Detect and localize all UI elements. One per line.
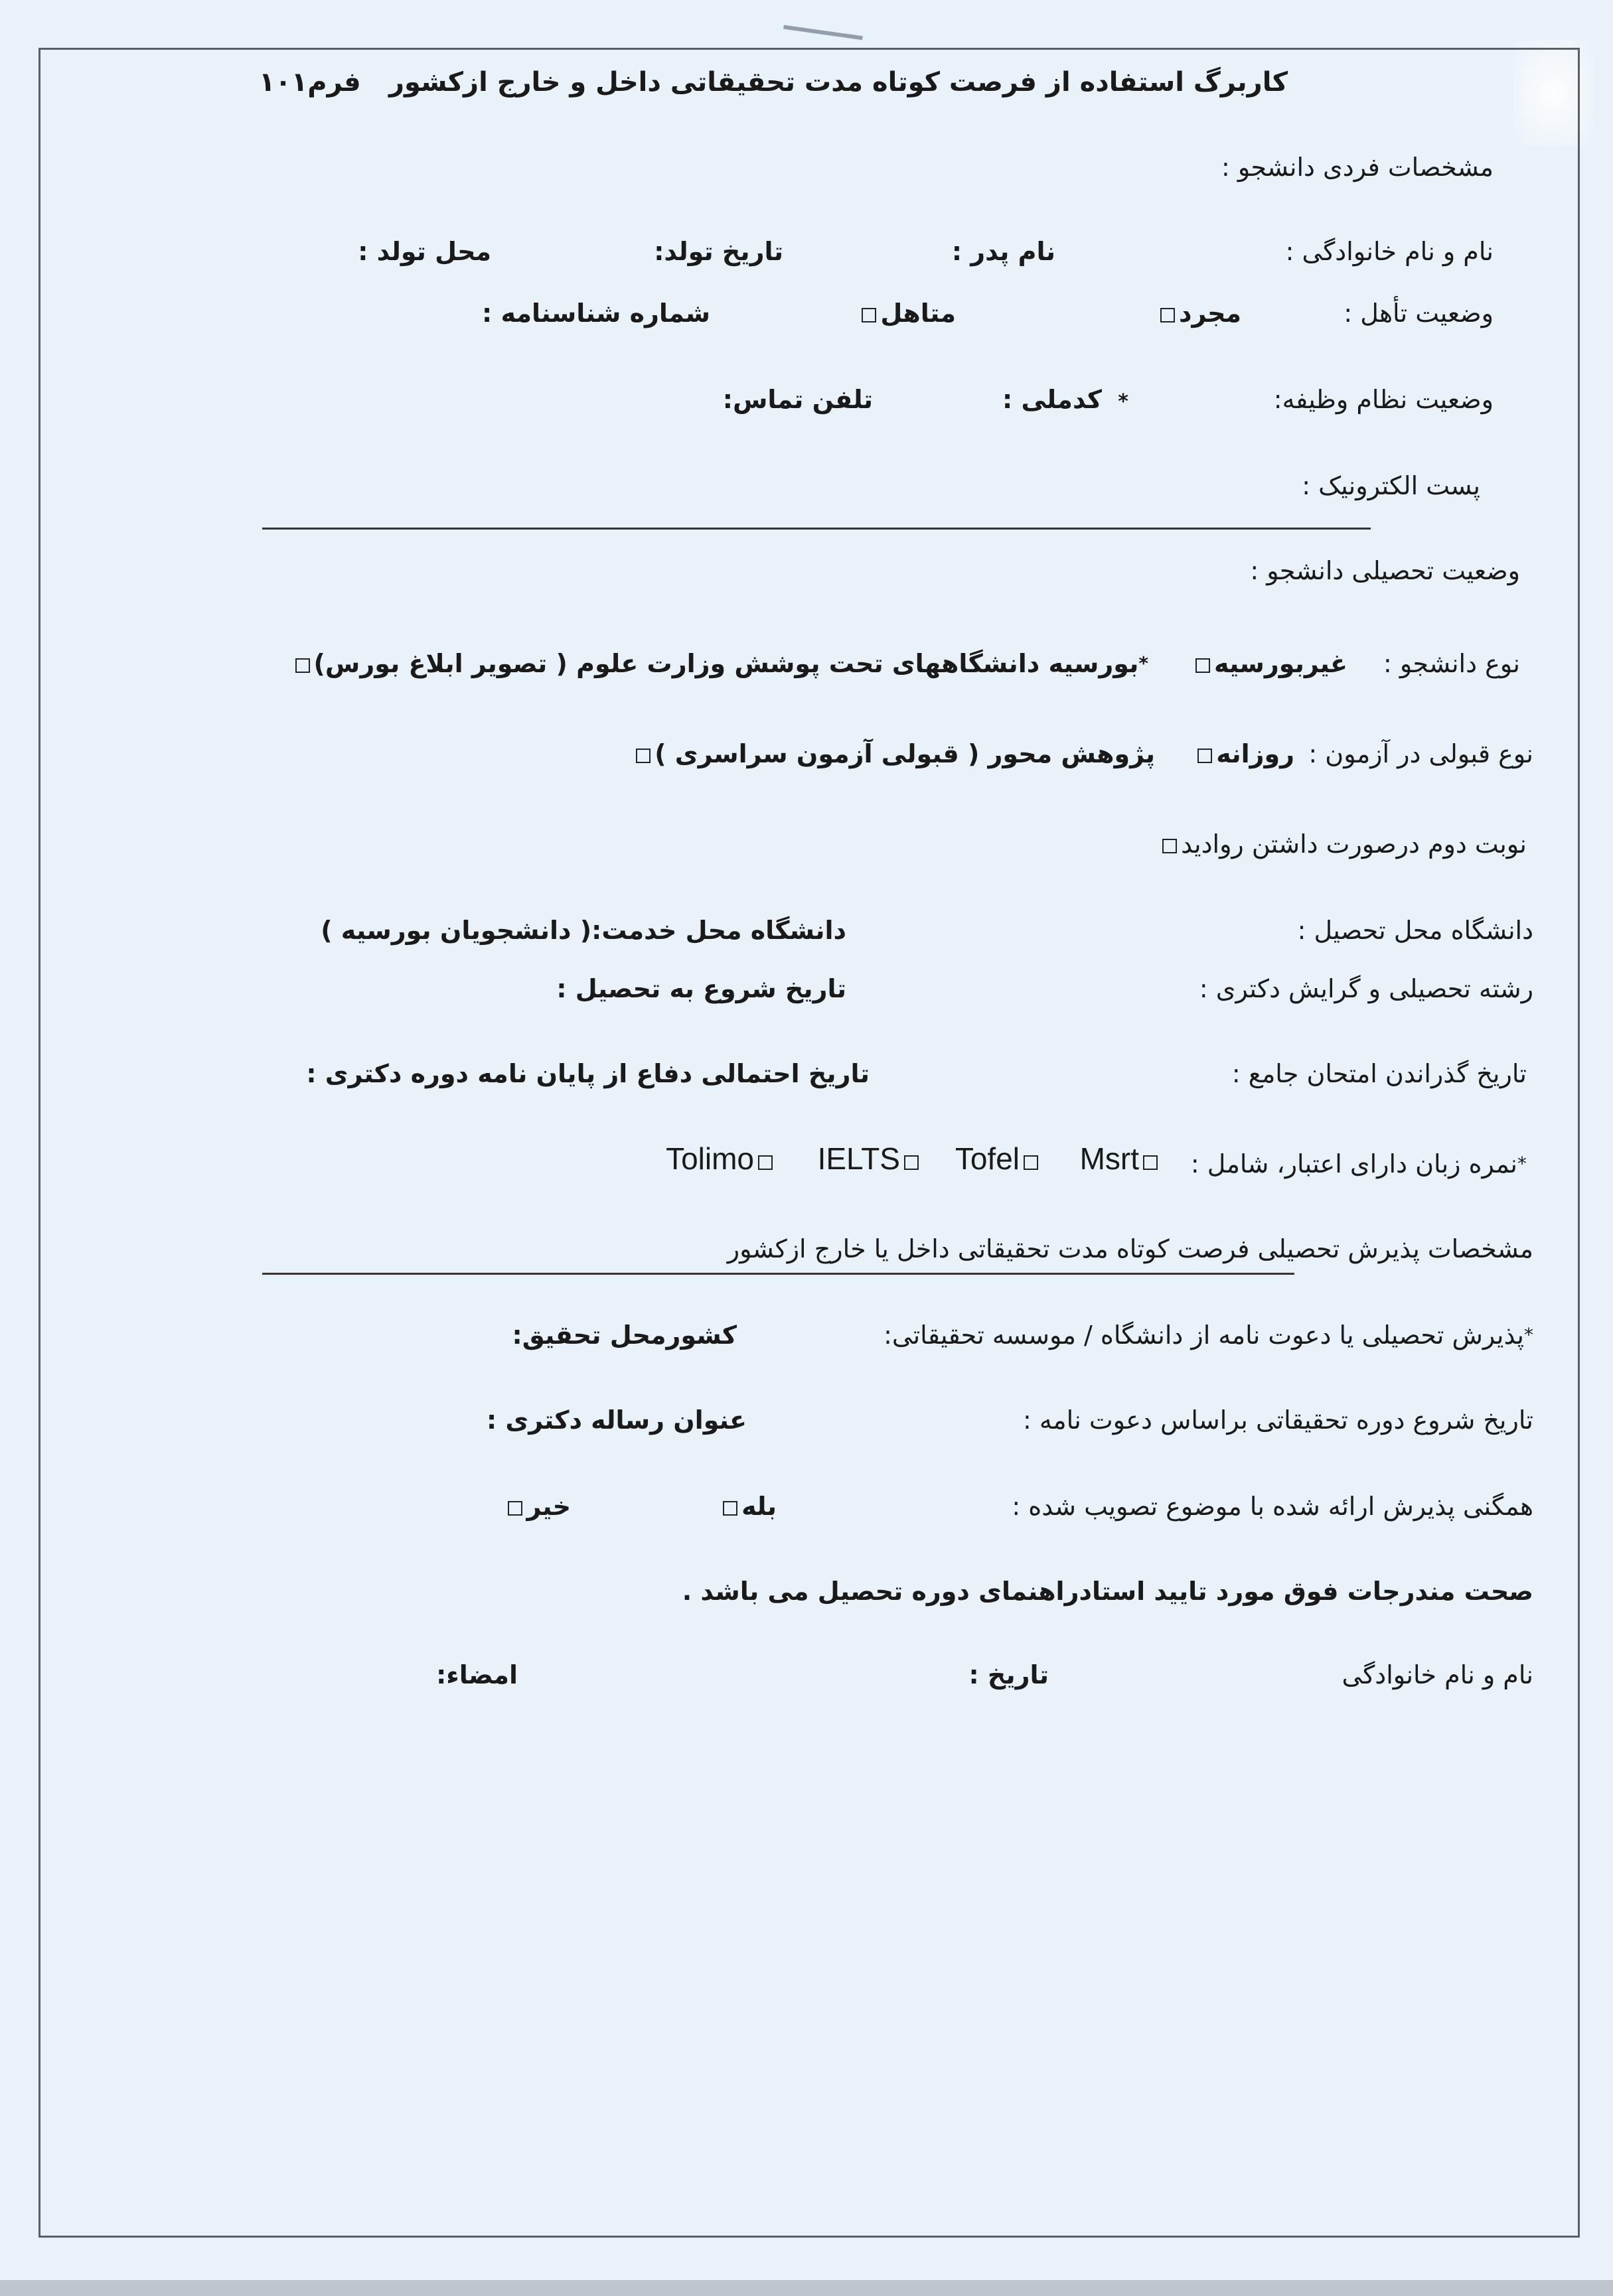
marital-status-label: وضعیت تأهل : bbox=[1344, 299, 1494, 328]
married-label: متاهل bbox=[880, 299, 956, 328]
required-marker: * bbox=[1118, 390, 1128, 413]
lang-msrt-checkbox[interactable] bbox=[1143, 1155, 1158, 1170]
married-option[interactable] bbox=[858, 297, 956, 329]
university-label: دانشگاه محل تحصیل : bbox=[1297, 916, 1533, 945]
invitation-text: پذیرش تحصیلی یا دعوت نامه از دانشگاه / موسسه تحقیقاتی: bbox=[883, 1321, 1524, 1350]
scan-edge bbox=[0, 2280, 1613, 2296]
comprehensive-exam-label: تاریخ گذراندن امتحان جامع : bbox=[1231, 1059, 1527, 1088]
no-checkbox[interactable] bbox=[508, 1501, 522, 1516]
section-divider bbox=[262, 1273, 1294, 1275]
lang-tofel-option[interactable] bbox=[955, 1143, 1042, 1177]
form-title: کاربرگ استفاده از فرصت کوتاه مدت تحقیقاتی داخل و خارج ازکشور bbox=[388, 67, 1288, 98]
invitation-label bbox=[883, 1319, 1533, 1351]
research-based-checkbox[interactable] bbox=[636, 749, 651, 763]
second-shift-checkbox[interactable] bbox=[1162, 839, 1177, 853]
non-scholarship-option[interactable] bbox=[1191, 648, 1347, 680]
language-score-label bbox=[1191, 1148, 1527, 1180]
no-label: خیر bbox=[526, 1492, 571, 1521]
lang-tofel-label: Tofel bbox=[955, 1141, 1020, 1176]
research-based-label: پژوهش محور ( قبولی آزمون سراسری ) bbox=[654, 739, 1155, 768]
alignment-label: همگنی پذیرش ارائه شده با موضوع تصویب شده : bbox=[1012, 1492, 1533, 1521]
student-type-label: نوع دانشجو : bbox=[1383, 649, 1520, 678]
lang-msrt-label: Msrt bbox=[1079, 1141, 1139, 1176]
form-number: فرم۱۰۱ bbox=[259, 67, 361, 98]
research-start-label: تاریخ شروع دوره تحقیقاتی براساس دعوت نامه : bbox=[1023, 1405, 1533, 1435]
lang-tolimo-label: Tolimo bbox=[666, 1141, 754, 1176]
required-marker: * bbox=[1138, 652, 1148, 674]
single-label: مجرد bbox=[1178, 299, 1241, 328]
yes-label: بله bbox=[741, 1492, 777, 1521]
id-number-label: شماره شناسنامه : bbox=[482, 299, 710, 328]
father-name-label: نام پدر : bbox=[951, 237, 1055, 266]
birth-date-label: تاریخ تولد: bbox=[654, 237, 783, 266]
lang-ielts-checkbox[interactable] bbox=[904, 1155, 919, 1170]
field-label: رشته تحصیلی و گرایش دکتری : bbox=[1199, 974, 1533, 1003]
dissertation-title-label: عنوان رساله دکتری : bbox=[486, 1405, 747, 1435]
non-scholarship-checkbox[interactable] bbox=[1195, 658, 1210, 673]
scholarship-label: بورسیه دانشگاههای تحت پوشش وزارت علوم ( تصویر ابلاغ بورس) bbox=[313, 649, 1139, 678]
no-option[interactable] bbox=[504, 1490, 571, 1522]
admission-type-label: نوع قبولی در آزمون : bbox=[1308, 739, 1533, 768]
email-label: پست الکترونیک : bbox=[1302, 471, 1480, 500]
yes-option[interactable] bbox=[719, 1490, 777, 1522]
approval-date-label: تاریخ : bbox=[968, 1660, 1049, 1689]
signature-label: امضاء: bbox=[436, 1660, 518, 1689]
required-marker: * bbox=[1517, 1153, 1527, 1175]
married-checkbox[interactable] bbox=[862, 308, 876, 323]
full-name-label: نام و نام خانوادگی : bbox=[1285, 237, 1494, 266]
single-option[interactable] bbox=[1156, 297, 1241, 329]
defense-date-label: تاریخ احتمالی دفاع از پایان نامه دوره دکتری : bbox=[306, 1059, 870, 1088]
daytime-checkbox[interactable] bbox=[1197, 749, 1212, 763]
lang-msrt-option[interactable] bbox=[1080, 1143, 1162, 1177]
daytime-option[interactable] bbox=[1193, 738, 1294, 770]
yes-checkbox[interactable] bbox=[723, 1501, 737, 1516]
non-scholarship-label: غیربورسیه bbox=[1213, 649, 1347, 678]
required-marker: * bbox=[1524, 1324, 1533, 1346]
birth-place-label: محل تولد : bbox=[358, 237, 491, 266]
scholarship-option[interactable] bbox=[291, 648, 1148, 680]
section-divider bbox=[262, 528, 1371, 530]
personal-heading: مشخصات فردی دانشجو : bbox=[1221, 153, 1494, 182]
second-shift-label: نوبت دوم درصورت داشتن روادید bbox=[1181, 829, 1527, 859]
service-university-label: دانشگاه محل خدمت:( دانشجویان بورسیه ) bbox=[321, 916, 846, 945]
lang-tolimo-checkbox[interactable] bbox=[758, 1155, 773, 1170]
education-heading: وضعیت تحصیلی دانشجو : bbox=[1250, 556, 1520, 585]
scan-mark bbox=[783, 25, 863, 40]
lang-tolimo-option[interactable] bbox=[666, 1143, 777, 1177]
acceptance-heading: مشخصات پذیرش تحصیلی فرصت کوتاه مدت تحقیقاتی داخل یا خارج ازکشور bbox=[727, 1234, 1533, 1263]
second-shift-option[interactable] bbox=[1158, 828, 1527, 860]
national-code-label: کدملی : bbox=[1002, 385, 1102, 414]
daytime-label: روزانه bbox=[1216, 739, 1294, 768]
research-based-option[interactable] bbox=[632, 738, 1155, 770]
scholarship-checkbox[interactable] bbox=[295, 658, 310, 673]
approval-statement: صحت مندرجات فوق مورد تایید استادراهنمای دوره تحصیل می باشد . bbox=[682, 1577, 1533, 1606]
lang-ielts-option[interactable] bbox=[818, 1143, 923, 1177]
lang-tofel-checkbox[interactable] bbox=[1024, 1155, 1038, 1170]
start-date-label: تاریخ شروع به تحصیل : bbox=[556, 974, 846, 1003]
national-code-field bbox=[1002, 384, 1102, 415]
advisor-name-label: نام و نام خانوادگی bbox=[1342, 1660, 1533, 1689]
language-score-text: نمره زبان دارای اعتبار، شامل : bbox=[1190, 1149, 1517, 1179]
lang-ielts-label: IELTS bbox=[817, 1141, 900, 1176]
single-checkbox[interactable] bbox=[1160, 308, 1175, 323]
form-frame bbox=[38, 48, 1580, 2238]
country-label: کشورمحل تحقیق: bbox=[512, 1321, 737, 1350]
military-status-label: وضعیت نظام وظیفه: bbox=[1273, 385, 1494, 414]
phone-label: تلفن تماس: bbox=[722, 385, 873, 414]
